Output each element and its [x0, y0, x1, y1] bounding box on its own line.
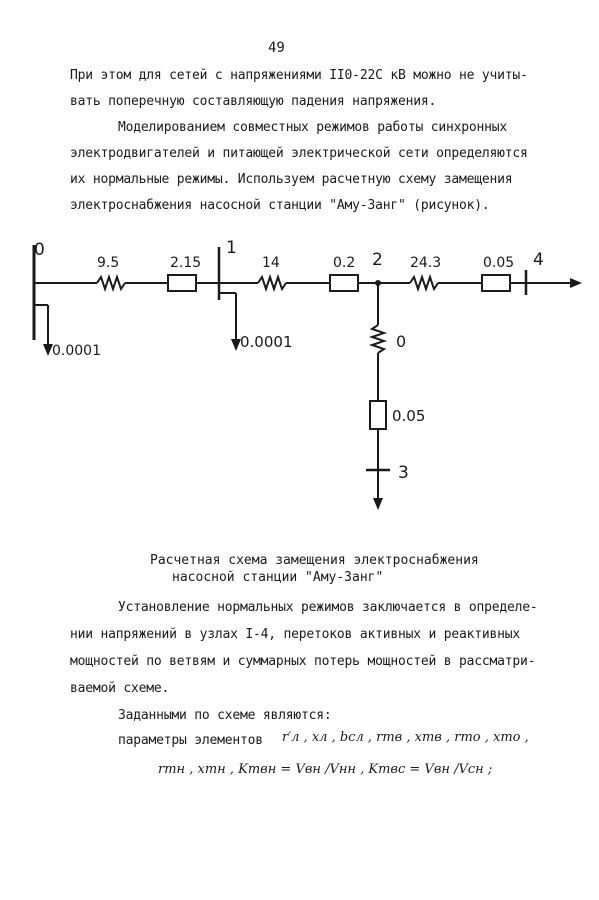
- equivalent-circuit-diagram: [0, 225, 599, 525]
- given-intro: Заданными по схеме являются:: [118, 708, 332, 723]
- paragraph-3-line-3: мощностей по ветвям и суммарных потерь мощностей в рассматри-: [70, 654, 536, 669]
- arrow-node-4: [570, 278, 582, 288]
- params-label: параметры элементов: [118, 733, 263, 748]
- label-r12: 14: [262, 255, 280, 271]
- label-node-3: 3: [398, 463, 409, 483]
- resistor-r12: [258, 277, 286, 289]
- label-x01: 2.15: [170, 255, 202, 271]
- paragraph-2-line-3: их нормальные режимы. Используем расчетную схему замещения: [70, 172, 513, 187]
- label-x23: 0.05: [392, 407, 426, 425]
- formula-line-2: rтн , xтн , Kтвн = Vвн /Vнн , Kтвс = Vвн /Vсн ;: [158, 762, 493, 777]
- label-r01: 9.5: [97, 255, 120, 271]
- resistor-r23: [372, 325, 384, 353]
- label-node-2: 2: [372, 250, 383, 270]
- label-r23: 0: [396, 332, 407, 351]
- page-number: 49: [268, 40, 285, 56]
- arrow-node-3: [373, 498, 383, 510]
- label-x12: 0.2: [333, 255, 356, 271]
- label-load-node-0: 0.0001: [52, 343, 101, 359]
- paragraph-3-line-4: ваемой схеме.: [70, 681, 170, 696]
- resistor-r24: [410, 277, 438, 289]
- reactance-x12: [330, 275, 358, 291]
- label-node-4: 4: [533, 250, 544, 270]
- paragraph-2-line-2: электродвигателей и питающей электрической сети определяются: [70, 146, 528, 161]
- reactance-x24: [482, 275, 510, 291]
- label-r24: 24.3: [410, 255, 442, 271]
- paragraph-2-line-4: электроснабжения насосной станции "Аму-Занг" (рисунок).: [70, 198, 490, 213]
- paragraph-2-line-1: Моделированием совместных режимов работы синхронных: [118, 120, 507, 135]
- caption-line-2: насосной станции "Аму-Занг": [172, 570, 384, 585]
- paragraph-3-line-1: Установление нормальных режимов заключается в определе-: [118, 600, 538, 615]
- label-load-node-1: 0.0001: [240, 333, 293, 351]
- paragraph-1-line-1: При этом для сетей с напряжениями II0-22C кВ можно не учиты-: [70, 68, 528, 83]
- paragraph-3-line-2: нии напряжений в узлах I-4, перетоков активных и реактивных: [70, 627, 520, 642]
- caption-line-1: Расчетная схема замещения электроснабжения: [150, 553, 479, 568]
- reactance-x01: [168, 275, 196, 291]
- formula-line-1: r′л , xл , bсл , rтв , xтв , rто , xто ,: [282, 730, 529, 745]
- label-node-1: 1: [226, 238, 237, 258]
- reactance-x23: [370, 401, 386, 429]
- label-node-0: 0: [34, 240, 45, 260]
- resistor-r01: [97, 277, 125, 289]
- paragraph-1-line-2: вать поперечную составляющую падения напряжения.: [70, 94, 437, 109]
- label-x24: 0.05: [483, 255, 515, 271]
- node-2-dot: [375, 280, 381, 286]
